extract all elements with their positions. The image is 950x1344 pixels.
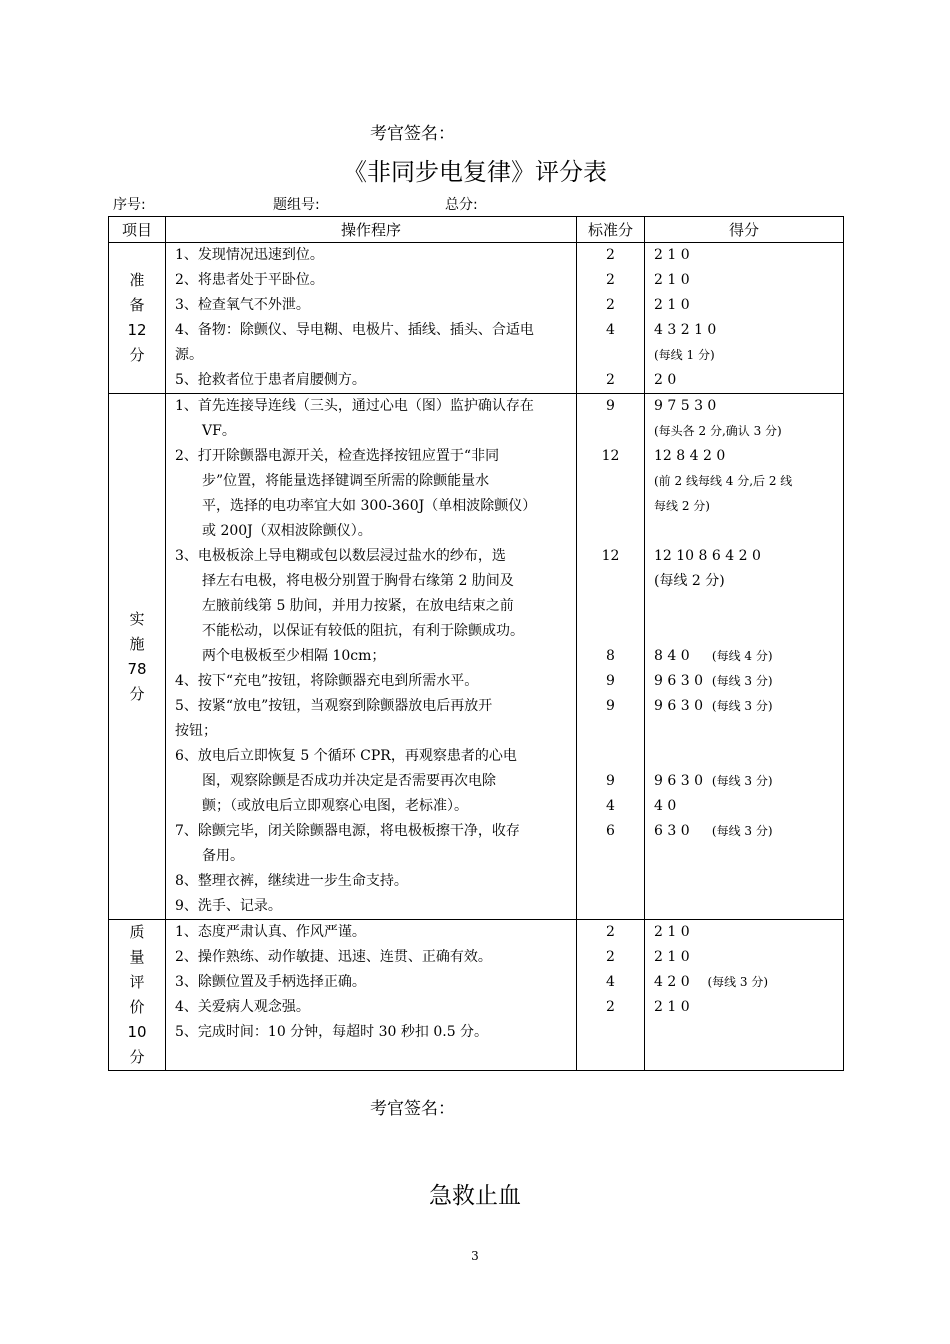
page-title: 《非同步电复律》评分表 (343, 158, 607, 186)
table-header-row (109, 217, 844, 243)
section-preparation (109, 243, 844, 394)
group-label: 题组号: (273, 197, 320, 213)
header-standard: 标准分 (577, 217, 645, 243)
section-quality (109, 920, 844, 1071)
procedure-preparation: 1、发现情况迅速到位。 2、将患者处于平卧位。 3、检查氧气不外泄。 4、备物：除颤仪、导电糊、电极片、插线、插头、合适电 源。 5、抢救者位于患者肩腰侧方。 (166, 243, 577, 394)
score-quality: 2 1 0 2 1 0 4 2 0 (每线 3 分) 2 1 0 (645, 920, 844, 1071)
examiner-signature-bottom: 考官签名： (370, 1099, 455, 1119)
procedure-quality: 1、态度严肃认真、作风严谨。 2、操作熟练、动作敏捷、迅速、连贯、正确有效。 3、除颤位置及手柄选择正确。 4、关爱病人观念强。 5、完成时间：10 分钟，每超时 30 秒扣 0.5 分。 (166, 920, 577, 1071)
total-label: 总分: (445, 197, 478, 213)
score-implementation: 9 7 5 3 0 (每头各 2 分,确认 3 分) 12 8 4 2 0 (前 2 线每线 4 分,后 2 线 每线 2 分) 12 10 8 6 4 2 0 (每线 2 分) 8 4 0 (每线 4 分) 9 6 3 0 (每线 3 分) 9 6 3 0 (每线 3 分) 9 6 3 0 (每线 3 分) 4 0 6 3 0 (每线 3 分) (645, 394, 844, 920)
header-item: 项目 (109, 217, 166, 243)
header-score: 得分 (645, 217, 844, 243)
category-preparation: 准 备 12 分 (109, 243, 166, 394)
standard-implementation: 9 12 12 8 9 9 9 4 6 (577, 394, 645, 920)
standard-preparation: 2 2 2 4 2 (577, 243, 645, 394)
procedure-implementation: 1、首先连接导连线（三头，通过心电（图）监护确认存在 VF。 2、打开除颤器电源开关，检查选择按钮应置于“非同 步”位置，将能量选择键调至所需的除颤能量水 平，选择的电功率宜大如 300-360J（单相波除颤仪） 或 200J（双相波除颤仪）。 3、电极板涂上导电糊或包以数层浸过盐水的纱布，选 择左右电极，将电极分别置于胸骨右缘第 2 肋间及 左腋前线第 5 肋间，并用力按紧，在放电结束之前 不能松动，以保证有较低的阻抗，有利于除颤成功。 两个电极板至少相隔 10cm； 4、按下“充电”按钮，将除颤器充电到所需水平。 5、按紧“放电”按钮，当观察到除颤器放电后再放开 按钮； 6、放电后立即恢复 5 个循环 CPR，再观察患者的心电 图，观察除颤是否成功并决定是否需要再次电除 颤；（或放电后立即观察心电图，老标准）。 7、除颤完毕，闭关除颤器电源，将电极板擦干净，收存 备用。 8、整理衣裤，继续进一步生命支持。 9、洗手、记录。 (166, 394, 577, 920)
category-implementation: 实 施 78 分 (109, 394, 166, 920)
examiner-signature-top: 考官签名： (370, 124, 455, 144)
serial-label: 序号: (113, 197, 146, 213)
category-quality: 质 量 评 价 10 分 (109, 920, 166, 1071)
header-procedure: 操作程序 (166, 217, 577, 243)
score-preparation: 2 1 0 2 1 0 2 1 0 4 3 2 1 0 (每线 1 分) 2 0 (645, 243, 844, 394)
standard-quality: 2 2 4 2 (577, 920, 645, 1071)
score-table (108, 216, 844, 1071)
page-number: 3 (471, 1249, 479, 1263)
section-implementation (109, 394, 844, 920)
next-section-title: 急救止血 (429, 1183, 521, 1209)
